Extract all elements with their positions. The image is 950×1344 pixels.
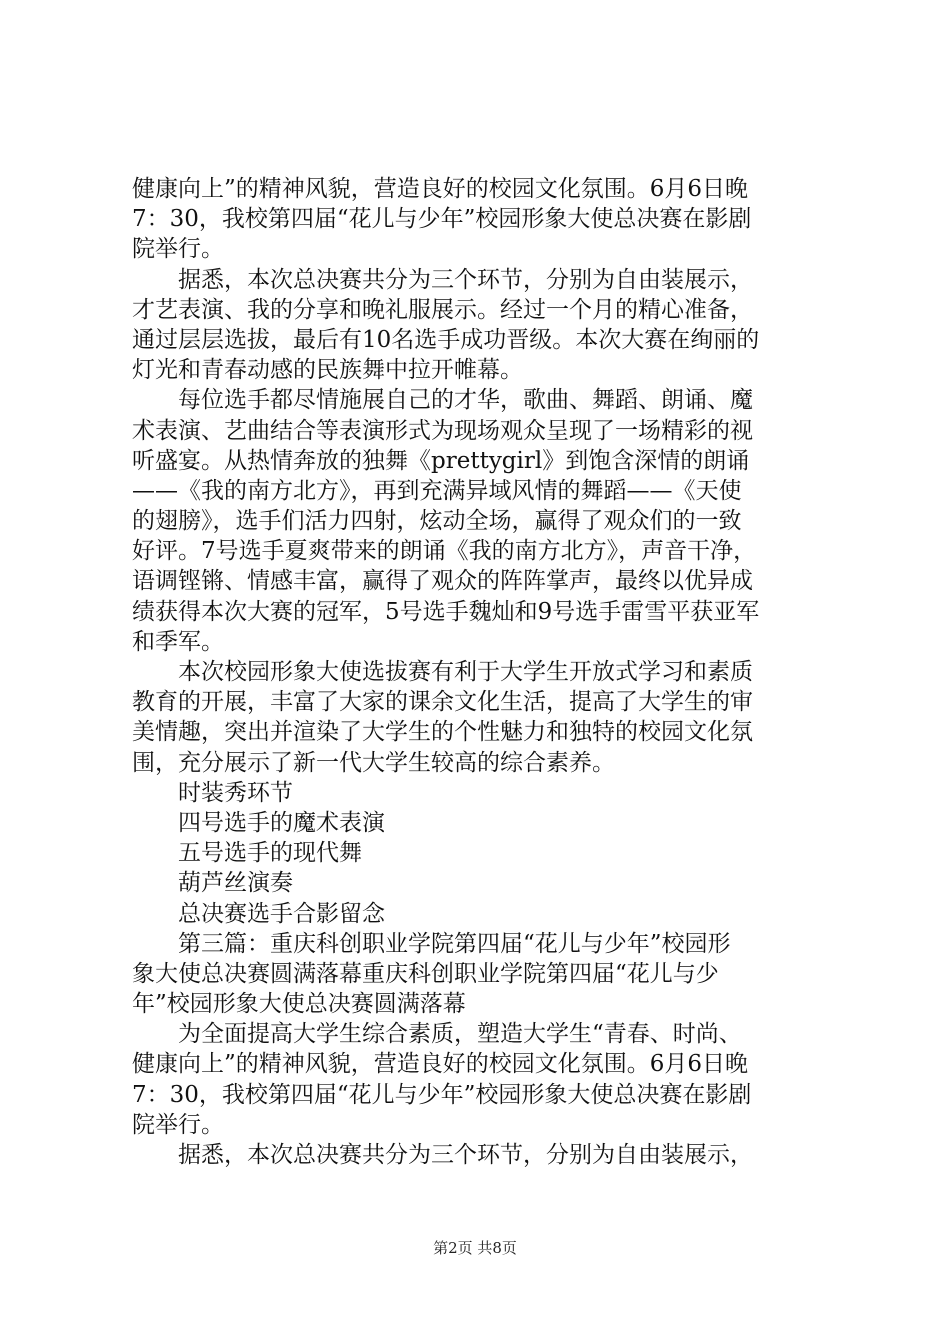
text-line: 听盛宴。从热情奔放的独舞《prettygirl》到饱含深情的朗诵 [132, 447, 750, 474]
text-line: 语调铿锵、情感丰富，赢得了观众的阵阵掌声，最终以优异成 [132, 568, 753, 595]
text-line: 7：30，我校第四届“花儿与少年”校园形象大使总决赛在影剧 [132, 1081, 752, 1108]
caption-line: 四号选手的魔术表演 [178, 809, 385, 836]
text-line: 绩获得本次大赛的冠军，5号选手魏灿和9号选手雷雪平获亚军 [132, 598, 760, 625]
document-body [132, 174, 832, 1170]
text-line: 好评。7号选手夏爽带来的朗诵《我的南方北方》，声音干净， [132, 538, 757, 565]
text-line: 象大使总决赛圆满落幕重庆科创职业学院第四届“花儿与少 [132, 960, 719, 987]
text-line: 和季军。 [132, 628, 224, 655]
caption-line: 总决赛选手合影留念 [178, 900, 385, 927]
text-line: 7：30，我校第四届“花儿与少年”校园形象大使总决赛在影剧 [132, 206, 752, 233]
caption-line: 时装秀环节 [178, 779, 293, 806]
paragraph-start-line: 本次校园形象大使选拔赛有利于大学生开放式学习和素质 [178, 659, 753, 685]
text-line: 美情趣，突出并渲染了大学生的个性魅力和独特的校园文化氛 [132, 719, 753, 746]
text-line: 才艺表演、我的分享和晚礼服展示。经过一个月的精心准备， [132, 296, 753, 323]
text-line: 的翅膀》，选手们活力四射，炫动全场，赢得了观众们的一致 [132, 508, 742, 535]
paragraph-start-line: 据悉，本次总决赛共分为三个环节，分别为自由装展示， [178, 266, 753, 293]
page-number-footer: 第2页 共8页 [433, 1239, 517, 1257]
text-line: 院举行。 [132, 236, 224, 263]
paragraph-start-line: 为全面提高大学生综合素质，塑造大学生“青春、时尚、 [178, 1021, 742, 1048]
text-line: ——《我的南方北方》，再到充满异域风情的舞蹈——《天使 [132, 477, 742, 504]
paragraph-start-line: 据悉，本次总决赛共分为三个环节，分别为自由装展示， [178, 1142, 753, 1168]
text-line: 年”校园形象大使总决赛圆满落幕 [132, 991, 466, 1018]
text-line: 健康向上”的精神风貌，营造良好的校园文化氛围。6月6日晚 [132, 1051, 749, 1078]
text-line: 灯光和青春动感的民族舞中拉开帷幕。 [132, 357, 523, 384]
caption-line: 葫芦丝演奏 [178, 870, 293, 897]
text-line: 教育的开展，丰富了大家的课余文化生活，提高了大学生的审 [132, 689, 753, 716]
text-line: 通过层层选拔，最后有10名选手成功晋级。本次大赛在绚丽的 [132, 326, 760, 353]
text-line: 院举行。 [132, 1111, 224, 1138]
section-heading-line: 第三篇：重庆科创职业学院第四届“花儿与少年”校园形 [178, 930, 731, 957]
caption-line: 五号选手的现代舞 [178, 840, 362, 867]
text-line: 健康向上”的精神风貌，营造良好的校园文化氛围。6月6日晚 [132, 176, 749, 202]
text-line: 围，充分展示了新一代大学生较高的综合素养。 [132, 749, 615, 776]
paragraph-start-line: 每位选手都尽情施展自己的才华，歌曲、舞蹈、朗诵、魔 [178, 387, 753, 414]
text-line: 术表演、艺曲结合等表演形式为现场观众呈现了一场精彩的视 [132, 417, 753, 444]
